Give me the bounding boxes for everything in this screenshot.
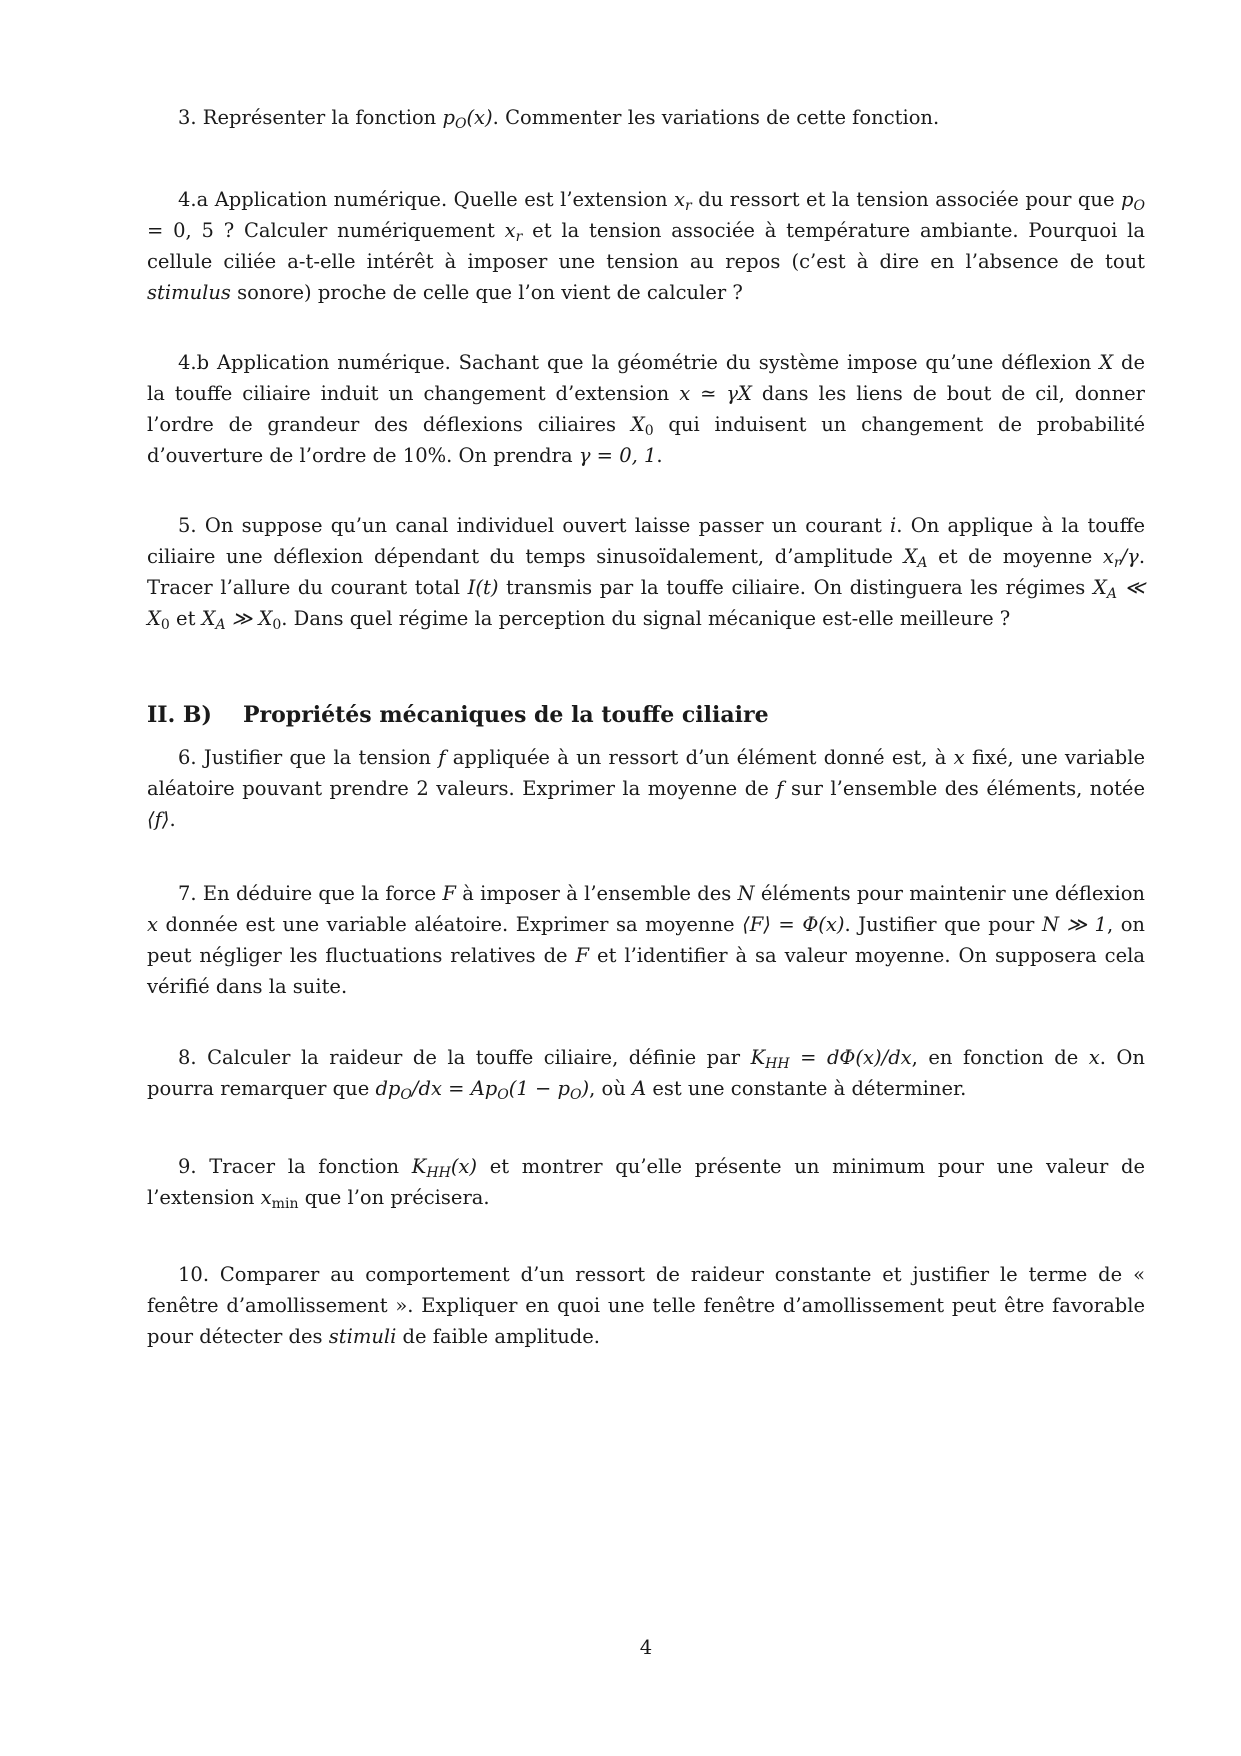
q5-m5: X [1092, 576, 1107, 599]
question-10-text [147, 1259, 1145, 1352]
q8-t3: . On pourra remarquer que [147, 1046, 1145, 1100]
q4b-t3: dans les liens de bout de cil, donner l’ordre de grandeur des déflexions ciliaires [147, 382, 1145, 436]
q4b-m4: γ = 0, 1 [578, 444, 657, 467]
q8-m3s: O [400, 1087, 412, 1104]
question-9-text [147, 1151, 1145, 1213]
q10-t2: de faible amplitude. [396, 1325, 601, 1348]
q4a-m1s: r [685, 198, 692, 215]
q7-t3: éléments pour maintenir une déflexion [754, 882, 1145, 905]
q4a-m3: x [504, 219, 516, 242]
q9-t3: que l’on précisera. [298, 1186, 490, 1209]
q8-m2: x [1088, 1046, 1100, 1069]
q9-m1: K [411, 1155, 427, 1178]
q4a-t4: et la tension associée à température ambiante. Pourquoi la cellule ciliée a-t-elle intérêt à imposer une tension au repos (c’est à dire en l’absence de tout [147, 219, 1146, 273]
section-heading [147, 700, 1145, 730]
q4a-it1: stimulus [147, 281, 231, 304]
q9-t1: 9. Tracer la fonction [178, 1155, 412, 1178]
q8-t2: , en fonction de [911, 1046, 1089, 1069]
q7-t4: donnée est une variable aléatoire. Exprimer sa moyenne [158, 913, 743, 936]
q4a-m1: x [674, 188, 686, 211]
q3-math-tail: (x) [466, 106, 493, 129]
q5-m3s: r [1113, 555, 1121, 572]
question-7-text [147, 878, 1145, 1002]
q4b-t1: 4.b Application numérique. Sachant que la géométrie du système impose qu’une déflexion [178, 351, 1100, 374]
q5-t7: . Dans quel régime la perception du signal mécanique est-elle meilleure ? [281, 607, 1011, 630]
question-4a [147, 184, 1145, 308]
q5-t2: . On applique à la touffe ciliaire une déflexion dépendant du temps sinusoïdalement, d’amplitude [147, 514, 1145, 568]
q8-m1s: HH [765, 1056, 790, 1073]
q3-text-a: 3. Représenter la fonction [178, 106, 443, 129]
q5-m4: I(t) [467, 576, 499, 599]
q8-t5: est une constante à déterminer. [646, 1077, 967, 1100]
q4a-t2: du ressort et la tension associée pour que [691, 188, 1121, 211]
q3-text-b: . Commenter les variations de cette fonction. [492, 106, 940, 129]
section-number: II. B) [147, 702, 212, 728]
question-9 [147, 1151, 1145, 1213]
q4b-m3: X [630, 413, 645, 436]
question-3-text [147, 102, 1145, 133]
q8-m1: K [750, 1046, 766, 1069]
q4a-m3s: r [515, 229, 523, 246]
question-10 [147, 1259, 1145, 1352]
q6-m4: ⟨f⟩ [147, 808, 170, 831]
q8-m3s3: O [570, 1087, 582, 1104]
q7-m1: F [442, 882, 456, 905]
q5-m1: i [890, 514, 897, 537]
q8-m3tail3: ) [581, 1077, 590, 1100]
q7-m5: N ≫ 1 [1041, 913, 1107, 936]
q7-t7: et l’identifier à sa valeur moyenne. On supposera cela vérifié dans la suite. [147, 944, 1145, 998]
q7-m4: ⟨F⟩ = Φ(x) [742, 913, 845, 936]
q6-t1: 6. Justifier que la tension [178, 746, 439, 769]
q8-m4: A [632, 1077, 647, 1100]
q6-m2: x [953, 746, 965, 769]
q4a-t3: ? Calculer numériquement [213, 219, 505, 242]
question-8 [147, 1042, 1145, 1104]
q5-t6: et [169, 607, 202, 630]
q8-t1: 8. Calculer la raideur de la touffe ciliaire, définie par [178, 1046, 751, 1069]
q8-m1tail: = dΦ(x)/dx [789, 1046, 912, 1069]
q4b-m3s: 0 [644, 423, 654, 440]
q5-m2: X [903, 545, 918, 568]
q3-math-p: p [442, 106, 455, 129]
q7-m3: x [147, 913, 158, 936]
q10-t1: 10. Comparer au comportement d’un ressort de raideur constante et justifier le terme de « fenêtre d’amollissement ». Expliquer en quoi une telle fenêtre d’amollissement peut être favorable pour détecter des [147, 1263, 1145, 1348]
q10-it1: stimuli [328, 1325, 397, 1348]
q5-t5: transmis par la touffe ciliaire. On distinguera les régimes [498, 576, 1093, 599]
q5-t1: 5. On suppose qu’un canal individuel ouvert laisse passer un courant [178, 514, 891, 537]
question-3 [147, 102, 1145, 133]
section-title: Propriétés mécaniques de la touffe ciliaire [243, 702, 769, 728]
question-5-text [147, 510, 1145, 634]
q6-t2: appliquée à un ressort d’un élément donné est, à [445, 746, 954, 769]
q8-t4: , où [589, 1077, 633, 1100]
question-4b-text [147, 347, 1145, 471]
q5-m6s2: 0 [272, 617, 282, 634]
q7-t1: 7. En déduire que la force [178, 882, 443, 905]
q9-m1tail: (x) [450, 1155, 478, 1178]
q3-math-sub: O [454, 116, 467, 133]
section-heading-text [147, 700, 1145, 730]
q5-m2s: A [917, 555, 928, 572]
q4b-m2: x ≃ γX [679, 382, 752, 405]
q5-t3: et de moyenne [927, 545, 1103, 568]
question-6 [147, 742, 1145, 835]
q5-m3tail: /γ [1120, 545, 1139, 568]
q6-m1: f [438, 746, 446, 769]
q4b-t2: de la touffe ciliaire induit un changement d’extension [147, 351, 1145, 405]
q4a-m2s: O [1133, 198, 1145, 215]
q7-m2: N [737, 882, 755, 905]
q6-t5: . [169, 808, 176, 831]
q8-m3: dp [375, 1077, 401, 1100]
q4a-t1: 4.a Application numérique. Quelle est l’extension [178, 188, 675, 211]
q5-m5s2: 0 [160, 617, 170, 634]
q8-m3tail: /dx = Ap [411, 1077, 498, 1100]
q9-m1s: HH [426, 1165, 451, 1182]
q5-m5s: A [1106, 586, 1117, 603]
q4b-t4: qui induisent un changement de probabilité d’ouverture de l’ordre de 10%. On prendra [147, 413, 1145, 467]
question-7 [147, 878, 1145, 1002]
question-4a-text [147, 184, 1145, 308]
q7-m6: F [575, 944, 590, 967]
q5-m3: x [1102, 545, 1114, 568]
q4a-m2tail: = 0, 5 [147, 219, 214, 242]
question-8-text [147, 1042, 1145, 1104]
q7-t2: à imposer à l’ensemble des [455, 882, 738, 905]
q6-t3: fixé, une variable aléatoire pouvant prendre 2 valeurs. Exprimer la moyenne de [147, 746, 1145, 800]
q5-m6s: A [215, 617, 226, 634]
q8-m3s2: O [497, 1087, 509, 1104]
q4a-t5: sonore) proche de celle que l’on vient de calculer ? [230, 281, 743, 304]
q4b-t5: . [656, 444, 663, 467]
q5-t4: . Tracer l’allure du courant total [147, 545, 1146, 599]
q4a-m2: p [1121, 188, 1134, 211]
q7-t6: , on peut négliger les fluctuations relatives de [147, 913, 1145, 967]
question-5 [147, 510, 1145, 634]
q9-m2s: min [271, 1196, 299, 1213]
q8-m3tail2: (1 − p [508, 1077, 571, 1100]
q9-t2: et montrer qu’elle présente un minimum pour une valeur de l’extension [147, 1155, 1145, 1209]
q5-m5tail: ≪ X [147, 576, 1146, 630]
page [147, 0, 1145, 1756]
q5-m6tail: ≫ X [225, 607, 273, 630]
q5-m6: X [201, 607, 216, 630]
q9-m2: x [260, 1186, 272, 1209]
q6-m3: f [776, 777, 784, 800]
q4b-m1: X [1099, 351, 1114, 374]
q7-t5: . Justifier que pour [844, 913, 1042, 936]
question-6-text [147, 742, 1145, 835]
q6-t4: sur l’ensemble des éléments, notée [783, 777, 1146, 800]
page-number: 4 [639, 1636, 653, 1659]
question-4b [147, 347, 1145, 471]
